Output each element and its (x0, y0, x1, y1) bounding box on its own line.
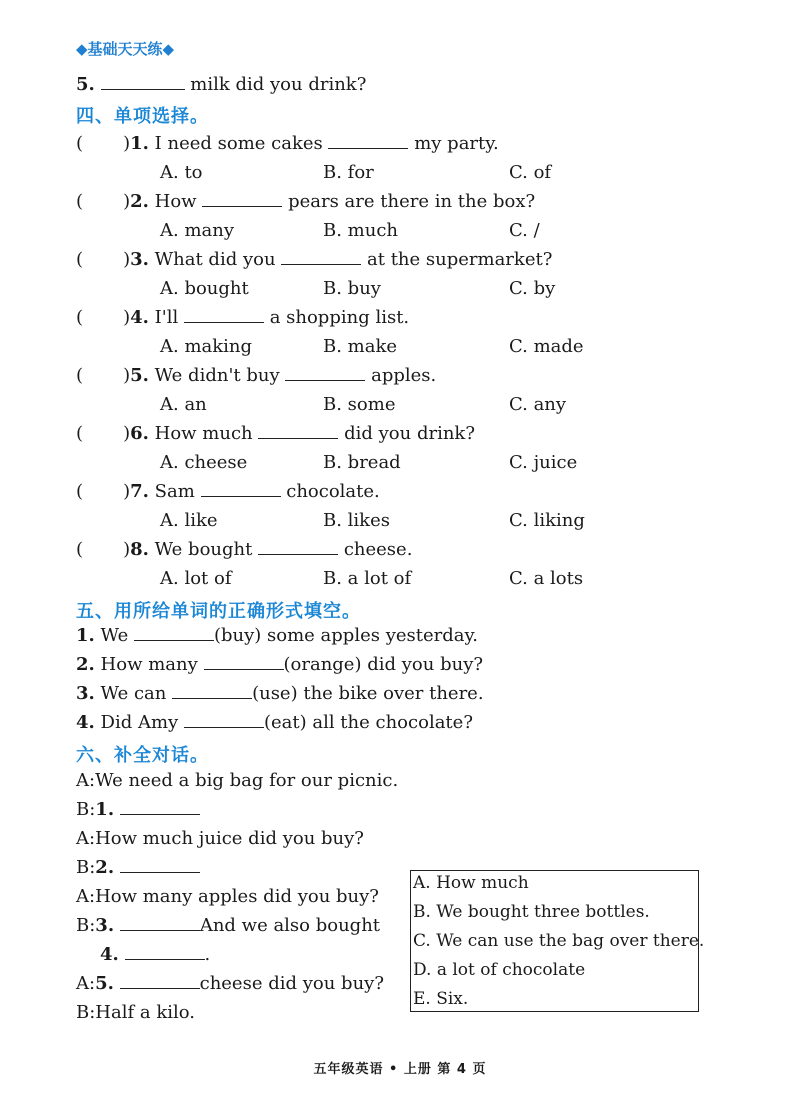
question-stem-end: cheese. (343, 539, 413, 560)
dialogue-option: C. We can use the bag over there. (413, 931, 705, 951)
answer-paren[interactable]: ( ) (76, 191, 131, 212)
item-number: 2. (76, 654, 95, 675)
dialogue-line (76, 798, 200, 822)
word-hint: (buy) (213, 625, 262, 646)
option-b[interactable]: B. a lot of (323, 568, 412, 589)
blank-number: 2. (95, 857, 115, 878)
option-b[interactable]: B. make (323, 336, 398, 357)
option-a[interactable]: A. cheese (160, 452, 248, 473)
option-c[interactable]: C. of (509, 162, 552, 183)
question-stem: How (154, 191, 197, 212)
blank-number: 5. (95, 973, 114, 994)
speaker-label: A: (76, 886, 96, 907)
question-number: 6. (130, 423, 149, 444)
answer-blank[interactable] (281, 248, 361, 265)
item-stem-end: did you buy? (367, 654, 484, 675)
question-stem: How much (154, 423, 253, 444)
answer-blank[interactable] (204, 653, 284, 670)
dialogue-text: cheese did you buy? (199, 973, 384, 994)
option-b[interactable]: B. some (323, 394, 396, 415)
blank-number: 3. (95, 915, 115, 936)
question-stem: I'll (154, 307, 179, 328)
option-a[interactable]: A. to (160, 162, 203, 183)
section-4-title: 四、单项选择。 (76, 106, 209, 127)
dialogue-line (100, 943, 210, 967)
answer-blank[interactable] (201, 480, 281, 497)
question-stem-end: apples. (371, 365, 437, 386)
dialogue-option: E. Six. (413, 989, 469, 1009)
option-a[interactable]: A. many (160, 220, 235, 241)
mc-question (76, 132, 499, 156)
option-a[interactable]: A. an (160, 394, 207, 415)
item-stem: How many (100, 654, 198, 675)
answer-paren[interactable]: ( ) (76, 365, 131, 386)
option-c[interactable]: C. by (509, 278, 556, 299)
question-stem: We bought (154, 539, 253, 560)
question-stem-end: a shopping list. (269, 307, 410, 328)
mc-question (76, 306, 409, 330)
page-footer: 五年级英语 • 上册 第 4 页 (313, 1062, 487, 1077)
speaker-label: B: (76, 915, 96, 936)
mc-question (76, 538, 412, 562)
option-c[interactable]: C. / (509, 220, 540, 241)
question-stem: I need some cakes (154, 133, 323, 154)
item-stem: We (100, 625, 129, 646)
dialogue-line (76, 914, 380, 938)
dialogue-text: How much juice did you buy? (95, 828, 364, 849)
answer-paren[interactable]: ( ) (76, 249, 131, 270)
question-number: 8. (130, 539, 149, 560)
answer-blank[interactable] (134, 624, 214, 641)
answer-paren[interactable]: ( ) (76, 423, 131, 444)
word-hint: (eat) (263, 712, 307, 733)
answer-blank[interactable] (202, 190, 282, 207)
question-stem-end: did you drink? (344, 423, 475, 444)
question-number: 7. (130, 481, 149, 502)
dialogue-text: Half a kilo. (95, 1002, 195, 1023)
question-stem-end: my party. (414, 133, 499, 154)
mc-question (76, 248, 552, 272)
dialogue-line (76, 1001, 195, 1025)
answer-blank[interactable] (328, 132, 408, 149)
item-number: 4. (76, 712, 95, 733)
dialogue-line (76, 885, 379, 909)
answer-blank[interactable] (258, 538, 338, 555)
item-stem-end: all the chocolate? (312, 712, 473, 733)
dialogue-line (76, 827, 364, 851)
carry-over-question (76, 73, 366, 97)
question-stem-end: at the supermarket? (367, 249, 553, 270)
speaker-label: B: (76, 1002, 96, 1023)
fill-in-item (76, 711, 473, 735)
dialogue-line (76, 769, 398, 793)
answer-paren[interactable]: ( ) (76, 133, 131, 154)
mc-question (76, 480, 380, 504)
item-stem-end: some apples yesterday. (267, 625, 478, 646)
section-5-title: 五、用所给单词的正确形式填空。 (76, 601, 361, 622)
answer-blank[interactable] (120, 972, 200, 989)
fill-in-item (76, 682, 484, 706)
question-stem: Sam (154, 481, 195, 502)
item-stem: Did Amy (100, 712, 179, 733)
dialogue-text: . (204, 944, 211, 965)
dialogue-option: D. a lot of chocolate (413, 960, 586, 980)
question-stem: What did you (154, 249, 276, 270)
option-c[interactable]: C. a lots (509, 568, 584, 589)
answer-blank[interactable] (184, 711, 264, 728)
word-hint: (use) (252, 683, 298, 704)
answer-blank[interactable] (120, 856, 200, 873)
option-b[interactable]: B. likes (323, 510, 390, 531)
answer-blank[interactable] (120, 914, 200, 931)
dialogue-text: We need a big bag for our picnic. (95, 770, 399, 791)
answer-blank[interactable] (172, 682, 252, 699)
speaker-label: B: (76, 857, 96, 878)
question-number: 2. (130, 191, 149, 212)
item-stem-end: the bike over there. (303, 683, 484, 704)
answer-paren[interactable]: ( ) (76, 539, 131, 560)
dialogue-line (76, 972, 384, 996)
answer-blank[interactable] (101, 73, 185, 90)
dialogue-option: B. We bought three bottles. (413, 902, 650, 922)
question-stem: We didn't buy (154, 365, 280, 386)
question-text: milk did you drink? (190, 74, 367, 95)
option-c[interactable]: C. juice (509, 452, 578, 473)
option-a[interactable]: A. making (160, 336, 253, 357)
fill-in-item (76, 653, 483, 677)
blank-number: 1. (95, 799, 115, 820)
item-number: 3. (76, 683, 95, 704)
speaker-label: A: (76, 770, 96, 791)
option-b[interactable]: B. much (323, 220, 399, 241)
question-number: 1. (130, 133, 149, 154)
section-tag: ◆基础天天练◆ (76, 40, 175, 58)
dialogue-option: A. How much (413, 873, 529, 893)
question-number: 5. (130, 365, 149, 386)
option-c[interactable]: C. made (509, 336, 584, 357)
section-6-title: 六、补全对话。 (76, 745, 209, 766)
answer-blank[interactable] (120, 798, 200, 815)
option-c[interactable]: C. liking (509, 510, 585, 531)
answer-paren[interactable]: ( ) (76, 481, 131, 502)
option-b[interactable]: B. buy (323, 278, 381, 299)
answer-paren[interactable]: ( ) (76, 307, 131, 328)
item-stem: We can (100, 683, 167, 704)
option-a[interactable]: A. bought (160, 278, 249, 299)
answer-blank[interactable] (184, 306, 264, 323)
mc-question (76, 364, 436, 388)
dialogue-text: How many apples did you buy? (95, 886, 379, 907)
option-b[interactable]: B. for (323, 162, 374, 183)
mc-question (76, 422, 475, 446)
speaker-label: A: (76, 973, 96, 994)
answer-blank[interactable] (258, 422, 338, 439)
option-a[interactable]: A. lot of (160, 568, 232, 589)
option-c[interactable]: C. any (509, 394, 567, 415)
question-number: 4. (130, 307, 149, 328)
fill-in-item (76, 624, 478, 648)
item-number: 1. (76, 625, 95, 646)
dialogue-line (76, 856, 200, 880)
dialogue-text: And we also bought (199, 915, 381, 936)
question-number: 5. (76, 74, 95, 95)
answer-blank[interactable] (285, 364, 365, 381)
option-a[interactable]: A. like (160, 510, 218, 531)
mc-question (76, 190, 535, 214)
answer-blank[interactable] (125, 943, 205, 960)
speaker-label: B: (76, 799, 96, 820)
option-b[interactable]: B. bread (323, 452, 401, 473)
blank-number: 4. (100, 944, 119, 965)
question-number: 3. (130, 249, 149, 270)
question-stem-end: pears are there in the box? (288, 191, 536, 212)
question-stem-end: chocolate. (286, 481, 380, 502)
word-hint: (orange) (283, 654, 362, 675)
speaker-label: A: (76, 828, 96, 849)
